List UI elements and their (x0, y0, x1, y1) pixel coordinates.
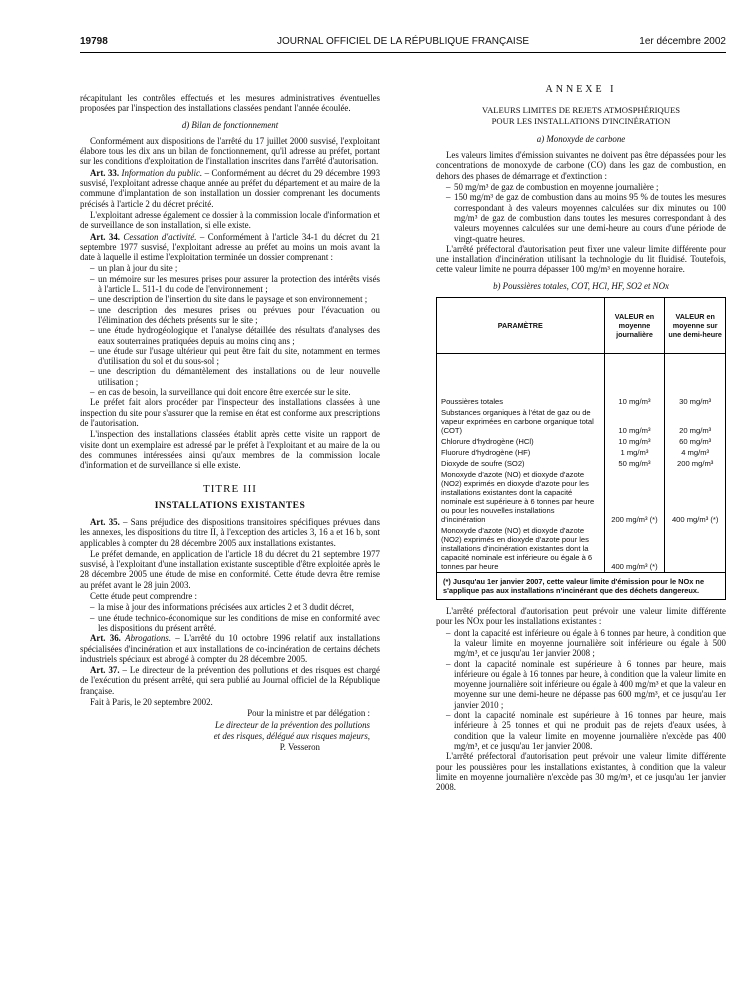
paragraph: récapitulant les contrôles effectués et les mesures administratives éventuelles proposées par l'inspection des installations classées pendant l'année écoulée. (80, 93, 380, 114)
daily-value: 10 mg/m³ (604, 396, 665, 407)
nox-list (436, 628, 726, 752)
paragraph: Cette étude peut comprendre : (90, 591, 197, 602)
column-header: VALEUR en moyenne sur une demi-heure (665, 298, 726, 354)
section-heading: b) Poussières totales, COT, HCl, HF, SO2 et NOx (493, 280, 669, 291)
section-heading: d) Bilan de fonctionnement (181, 119, 279, 130)
title-subheading: INSTALLATIONS EXISTANTES (154, 500, 306, 511)
paragraph: L'arrêté préfectoral d'autorisation peut prévoir une valeur limite différente pour les NOx pour les installations existantes : (436, 606, 726, 627)
list-item: – en cas de besoin, la surveillance qui doit encore être exercée sur le site. (90, 387, 380, 397)
daily-value: 50 mg/m³ (604, 458, 665, 469)
article-text: – Le directeur de la prévention des pollutions et des risques est chargé de l'exécution du présent arrêté, qui sera publié au Journal officiel de la République française. (80, 665, 380, 696)
paragraph: Le préfet demande, en application de l'article 18 du décret du 21 septembre 1977 susvisé, à l'exploitant d'une installation existante susceptible d'être exploitée après le 28 décembre 2005 une étude de mise en conformité. Cette étude devra être remise au préfet avant le 28 juin 2003. (80, 548, 380, 590)
list-item: – 50 mg/m³ de gaz de combustion en moyenne journalière ; (446, 182, 726, 192)
table-row (437, 436, 726, 447)
table-row (437, 407, 726, 436)
table-row (437, 447, 726, 458)
list-item: – 150 mg/m³ de gaz de combustion dans au moins 95 % de toutes les mesures correspondant à des valeurs moyennes calculées sur dix minutes ou 100 mg/m³ de gaz de combustion dans toutes les mesures correspondant à des valeurs moyennes calculées sur une demi-heure au cours d'une période de vingt-quatre heures. (446, 192, 726, 243)
param-cell: Monoxyde d'azote (NO) et dioxyde d'azote (NO2) exprimés en dioxyde d'azote pour les installations existantes dont la capacité nominale est supérieure à 6 tonnes par heure ou pour les nouvelles installations d'incinération (437, 469, 605, 525)
table-row (437, 396, 726, 407)
signatory-name: P. Vesseron (279, 742, 320, 753)
place-date: Fait à Paris, le 20 septembre 2002. (90, 697, 213, 708)
article-36 (80, 633, 380, 664)
list-item: – une étude technico-économique sur les conditions de mise en conformité avec les dispositions du présent arrêté. (90, 613, 380, 634)
article-number: Art. 35. (90, 516, 120, 527)
paragraph: L'arrêté préfectoral d'autorisation peut fixer une valeur limite différente pour une installation d'incinération utilisant la technologie du lit fluidisé. Toutefois, cette valeur limite ne pourra dépasser 100 mg/m³ en moyenne horaire. (436, 243, 726, 275)
annex-title (436, 105, 726, 126)
list-item: – un plan à jour du site ; (90, 263, 380, 273)
page-number: 19798 (80, 36, 108, 47)
annex-title-line: POUR LES INSTALLATIONS D'INCINÉRATION (491, 115, 671, 126)
section-heading: a) Monoxyde de carbone (536, 133, 626, 144)
right-column (436, 84, 726, 793)
table-row (437, 525, 726, 573)
list-item: – un mémoire sur les mesures prises pour assurer la protection des intérêts visés à l'article L. 511-1 du code de l'environnement ; (90, 274, 380, 295)
list-item: – la mise à jour des informations précisées aux articles 2 et 3 dudit décret, (90, 602, 380, 612)
journal-title: JOURNAL OFFICIEL DE LA RÉPUBLIQUE FRANÇAISE (276, 36, 530, 47)
annex-heading: ANNEXE I (545, 84, 617, 95)
article-number: Art. 33. (90, 167, 120, 178)
half-hour-value: 200 mg/m³ (665, 458, 726, 469)
art35-list (80, 602, 380, 633)
param-cell: Substances organiques à l'état de gaz ou de vapeur exprimées en carbone organique total (COT) (437, 407, 605, 436)
param-cell: Fluorure d'hydrogène (HF) (437, 447, 605, 458)
article-number: Art. 34. (90, 231, 121, 242)
signature-line: et des risques, délégué aux risques majeurs, (213, 730, 370, 741)
paragraph: Les valeurs limites d'émission suivantes ne doivent pas être dépassées pour les concentrations de monoxyde de carbone (CO) dans les gaz de combustion, en dehors des phases de démarrage et d'extinction : (436, 150, 726, 181)
article-text: – L'arrêté du 10 octobre 1996 relatif aux installations spécialisées d'incinération et aux installations de co-incinération de certains déchets industriels spéciaux est abrogé à compter du 28 décembre 2005. (80, 633, 380, 664)
article-text: – Sans préjudice des dispositions transitoires spécifiques prévues dans les annexes, les dispositions du titre II, à l'exception des articles 3, 16 a et 16 b, sont applicables à compter du 28 décembre 2005 aux installations existantes. (80, 516, 380, 548)
paragraph: L'arrêté préfectoral d'autorisation peut prévoir une valeur limite différente pour les poussières pour les installations existantes, à condition que la valeur limite en moyenne journalière n'excède pas 30 mg/m³, et ce jusqu'au 1er janvier 2008. (436, 751, 726, 793)
table-footnote: (*) Jusqu'au 1er janvier 2007, cette valeur limite d'émission pour le NOx ne s'applique pas aux installations n'incinérant que des déchets dangereux. (437, 573, 726, 600)
column-header: VALEUR en moyenne journalière (604, 298, 665, 354)
half-hour-value: 400 mg/m³ (*) (665, 469, 726, 525)
daily-value: 10 mg/m³ (604, 436, 665, 447)
page-header (80, 36, 726, 53)
list-item: – une étude sur l'usage ultérieur qui peut être fait du site, notamment en termes d'utilisation du sol et du sous-sol ; (90, 346, 380, 367)
title-heading: TITRE III (203, 483, 257, 496)
article-text: – Conformément à l'article 34-1 du décret du 21 septembre 1977 susvisé, l'exploitant adresse au préfet au moins un mois avant la date à laquelle il estime l'exploitation terminée un dossier comprenant : (80, 231, 381, 263)
article-text: – Conformément au décret du 29 décembre 1993 susvisé, l'exploitant adresse chaque année au préfet du département et au maire de la commune d'implantation de son installation un dossier comprenant les documents précisés à l'article 2 du décret précité. (80, 167, 381, 209)
param-cell: Poussières totales (437, 396, 605, 407)
list-item: – une étude hydrogéologique et l'analyse détaillée des résultats d'analyses des eaux souterraines pratiquées depuis au moins cinq ans ; (90, 325, 380, 346)
article-35 (80, 517, 380, 548)
column-header: PARAMÈTRE (437, 298, 605, 354)
article-33 (80, 168, 380, 209)
issue-date: 1er décembre 2002 (639, 36, 726, 47)
daily-value: 1 mg/m³ (604, 447, 665, 458)
paragraph: Conformément aux dispositions de l'arrêté du 17 juillet 2000 susvisé, l'exploitant élabore tous les dix ans un bilan de fonctionnement, qu'il adresse au préfet, portant sur les conditions d'exploitation de l'installation inscrites dans l'arrêté d'autorisation. (80, 135, 380, 167)
article-37 (80, 665, 380, 696)
art34-list (80, 263, 380, 397)
half-hour-value: 60 mg/m³ (665, 436, 726, 447)
paragraph: L'inspection des installations classées établit après cette visite un rapport de visite dont un exemplaire est adressé par le préfet à l'exploitant et au maire de la ou des communes intéressées ainsi qu'aux membres de la commission locale d'information et de surveillance si elle existe. (80, 429, 380, 471)
article-title: Information du public. (121, 167, 203, 178)
half-hour-value: 30 mg/m³ (665, 396, 726, 407)
table-spacer (437, 354, 726, 397)
article-number: Art. 37. (90, 665, 120, 676)
co-limits-list (436, 182, 726, 244)
paragraph: Le préfet fait alors procéder par l'inspecteur des installations classées à une inspection du site pour s'assurer que la remise en état est conforme aux prescriptions de l'autorisation. (80, 397, 380, 428)
param-cell: Chlorure d'hydrogène (HCl) (437, 436, 605, 447)
annex-title-line: VALEURS LIMITES DE REJETS ATMOSPHÉRIQUES (482, 105, 680, 116)
daily-value: 10 mg/m³ (604, 407, 665, 436)
article-title: Cessation d'activité. (123, 231, 197, 242)
half-hour-value: 4 mg/m³ (665, 447, 726, 458)
daily-value: 400 mg/m³ (*) (604, 525, 665, 573)
table-footnote-row (437, 573, 726, 600)
article-34 (80, 232, 380, 263)
signature-line: Pour la ministre et par délégation : (247, 708, 370, 719)
table-row (437, 469, 726, 525)
list-item: – dont la capacité est inférieure ou égale à 6 tonnes par heure, à condition que la valeur limite en moyenne journalière soit inférieure ou égale à 500 mg/m³, et ce jusqu'au 1er janvier 2008 ; (446, 628, 726, 659)
article-title: Abrogations. (125, 633, 171, 644)
list-item: – dont la capacité nominale est supérieure à 16 tonnes par heure, mais inférieure à 25 tonnes et qui ne produit pas de rejets d'eaux usées, à condition que la valeur limite en moyenne journalière n'excède pas 400 mg/m³, et ce jusqu'au 1er janvier 2008. (446, 710, 726, 751)
signature-line: Le directeur de la prévention des pollutions (215, 719, 370, 730)
half-hour-value (665, 525, 726, 573)
list-item: – une description de l'insertion du site dans le paysage et son environnement ; (90, 294, 380, 304)
left-column (80, 93, 380, 793)
list-item: – une description des mesures prises ou prévues pour l'évacuation ou l'élimination des déchets présents sur le site ; (90, 305, 380, 326)
param-cell: Monoxyde d'azote (NO) et dioxyde d'azote (NO2) exprimés en dioxyde d'azote pour les installations d'incinération existantes dont la capacité nominale est inférieure ou égale à 6 tonnes par heure (437, 525, 605, 573)
list-item: – dont la capacité nominale est supérieure à 6 tonnes par heure, mais inférieure ou égale à 16 tonnes par heure, à condition que la valeur limite en moyenne journalière soit inférieure ou égale à 400 mg/m³ et que la valeur en moyenne sur une demi-heure ne dépasse pas 600 mg/m³, et ce jusqu'au 1er janvier 2010 ; (446, 659, 726, 710)
emission-limits-table (436, 297, 726, 600)
daily-value: 200 mg/m³ (*) (604, 469, 665, 525)
param-cell: Dioxyde de soufre (SO2) (437, 458, 605, 469)
paragraph: L'exploitant adresse également ce dossier à la commission locale d'information et de surveillance de son installation, si elle existe. (80, 209, 380, 231)
half-hour-value: 20 mg/m³ (665, 407, 726, 436)
article-number: Art. 36. (90, 633, 121, 644)
list-item: – une description du démantèlement des installations ou de leur nouvelle utilisation ; (90, 366, 380, 387)
table-row (437, 458, 726, 469)
table-header-row (437, 298, 726, 354)
